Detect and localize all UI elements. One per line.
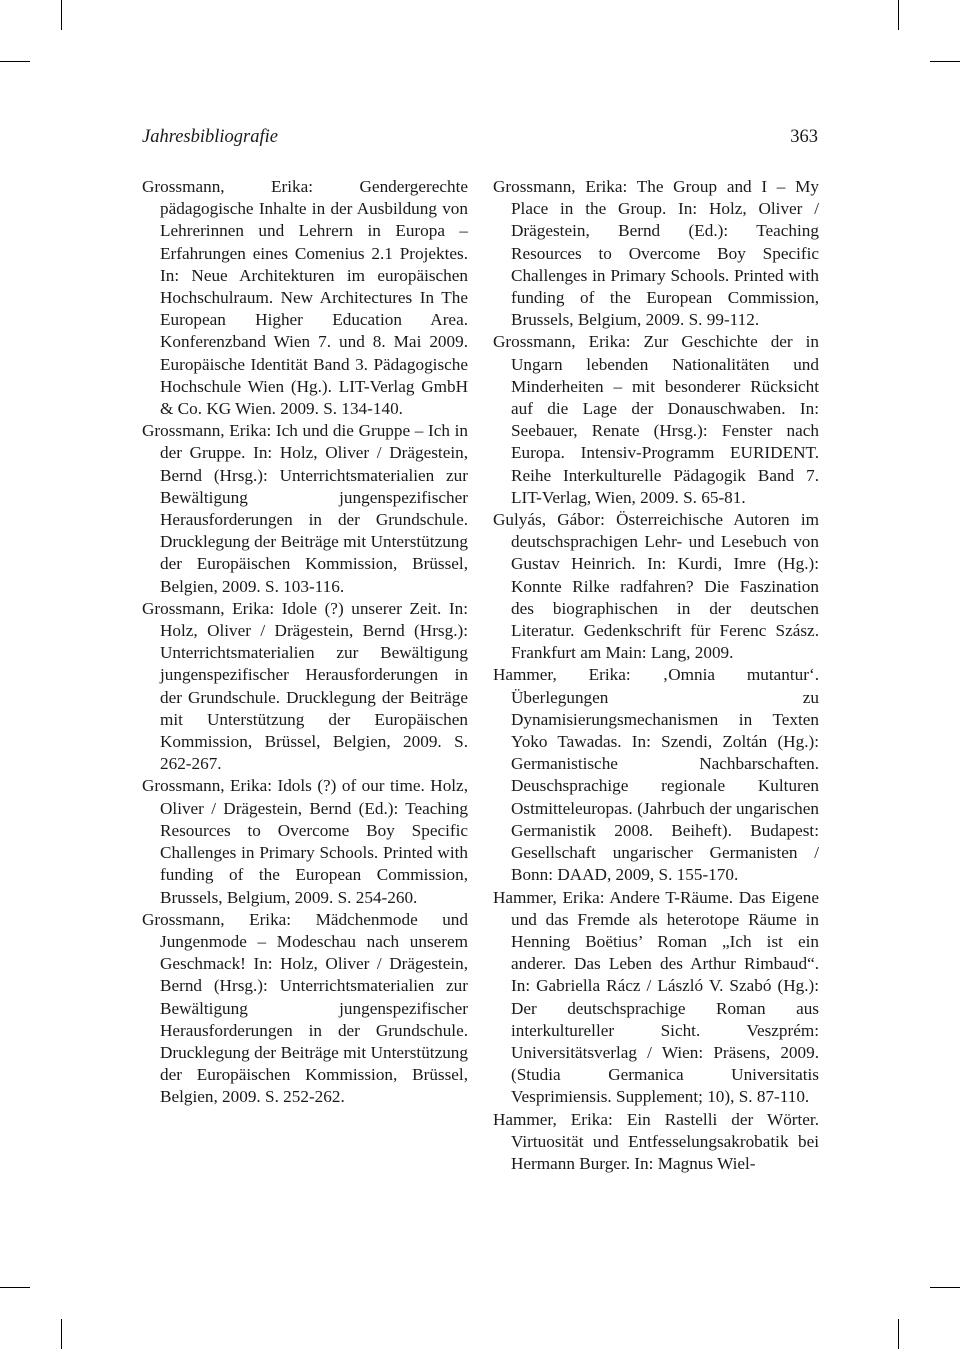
bibliography-entry: Grossmann, Erika: Mädchenmode und Jungenmode – Modeschau nach unserem Geschmack! In: Holz, Oliver / Drägestein, Bernd (Hrsg.): Unterrichtsmaterialien zur Bewältigung jungenspezifischer Herausforderungen in der Grundschule. Drucklegung der Beiträge mit Unterstützung der Europäischen Kommission, Brüssel, Belgien, 2009. S. 252-262. [142,909,468,1107]
bibliography-entry: Gulyás, Gábor: Österreichische Autoren im deutschsprachigen Lehr- und Lesebuch von Gustav Heinrich. In: Kurdi, Imre (Hg.): Konnte Rilke radfahren? Die Faszination des biographischen in der deutschen Literatur. Gedenkschrift für Ferenc Szász. Frankfurt am Main: Lang, 2009. [493,510,819,663]
bibliography-entry: Grossmann, Erika: Zur Geschichte der in Ungarn lebenden Nationalitäten und Minderheiten – mit besonderer Rücksicht auf die Lage der Donauschwaben. In: Seebauer, Renate (Hrsg.): Fenster nach Europa. Intensiv-Programm EURIDENT. Reihe Interkulturelle Pädagogik Band 7. LIT-Verlag, Wien, 2009. S. 65-81. [493,332,819,507]
crop-mark-top-right [898,0,899,30]
bibliography-entry: Hammer, Erika: Ein Rastelli der Wörter. Virtuosität und Entfesselungsakrobatik bei Hermann Burger. In: Magnus Wiel- [493,1109,819,1173]
bibliography-entry: Grossmann, Erika: Ich und die Gruppe – Ich in der Gruppe. In: Holz, Oliver / Drägestein, Bernd (Hrsg.): Unterrichtsmaterialien zur Bewältigung jungenspezifischer Herausforderungen in der Grundschule. Drucklegung der Beiträge mit Unterstützung der Europäischen Kommission, Brüssel, Belgien, 2009. S. 103-116. [142,421,468,596]
bibliography-entry: Grossmann, Erika: Idols (?) of our time. Holz, Oliver / Drägestein, Bernd (Ed.): Teaching Resources to Overcome Boy Specific Challenges in Primary Schools. Printed with funding of the European Commission, Brussels, Belgium, 2009. S. 254-260. [142,776,468,907]
bibliography-entry: Grossmann, Erika: The Group and I – My Place in the Group. In: Holz, Oliver / Drägestein, Bernd (Ed.): Teaching Resources to Overcome Boy Specific Challenges in Primary Schools. Printed with funding of the European Commission, Brussels, Belgium, 2009. S. 99-112. [493,177,819,330]
bibliography-column-left [142,176,468,1109]
crop-mark-bottom-left [61,1319,62,1349]
bibliography-entry: Hammer, Erika: Andere T-Räume. Das Eigene und das Fremde als heterotope Räume in Henning Boëtius’ Roman „Ich ist ein anderer. Das Leben des Arthur Rimbaud“. In: Gabriella Rácz / László V. Szabó (Hg.): Der deutschsprachige Roman aus interkultureller Sicht. Veszprém: Universitätsverlag / Wien: Präsens, 2009. (Studia Germanica Universitatis Vesprimiensis. Supplement; 10), S. 87-110. [493,887,819,1107]
running-header-title: Jahresbibliografie [142,127,278,147]
page-number: 363 [790,127,818,147]
crop-mark-bottom-right [898,1319,899,1349]
crop-mark-top-left [61,0,62,30]
bibliography-entry: Hammer, Erika: ‚Omnia mutantur‘. Überlegungen zu Dynamisierungsmechanismen in Texten Yoko Tawadas. In: Szendi, Zoltán (Hg.): Germanistische Nachbarschaften. Deuschsprachige regionale Kulturen Ostmitteleuropas. (Jahrbuch der ungarischen Germanistik 2008. Beiheft). Budapest: Gesellschaft ungarischer Germanisten / Bonn: DAAD, 2009, S. 155-170. [493,665,819,885]
crop-mark-right-top [930,61,960,62]
crop-mark-right-bottom [930,1287,960,1288]
bibliography-entry: Grossmann, Erika: Gendergerechte pädagogische Inhalte in der Ausbildung von Lehrerinnen und Lehrern in Europa – Erfahrungen eines Comenius 2.1 Projektes. In: Neue Architekturen im europäischen Hochschulraum. New Architectures In The European Higher Education Area. Konferenzband Wien 7. und 8. Mai 2009. Europäische Identität Band 3. Pädagogische Hochschule Wien (Hg.). LIT-Verlag GmbH & Co. KG Wien. 2009. S. 134-140. [142,177,468,419]
crop-mark-left-bottom [0,1287,30,1288]
crop-mark-left-top [0,61,30,62]
bibliography-column-right [493,176,819,1175]
bibliography-entry: Grossmann, Erika: Idole (?) unserer Zeit. In: Holz, Oliver / Drägestein, Bernd (Hrsg.): Unterrichtsmaterialien zur Bewältigung jungenspezifischer Herausforderungen in der Grundschule. Drucklegung der Beiträge mit Unterstützung der Europäischen Kommission, Brüssel, Belgien, 2009. S. 262-267. [142,598,468,774]
